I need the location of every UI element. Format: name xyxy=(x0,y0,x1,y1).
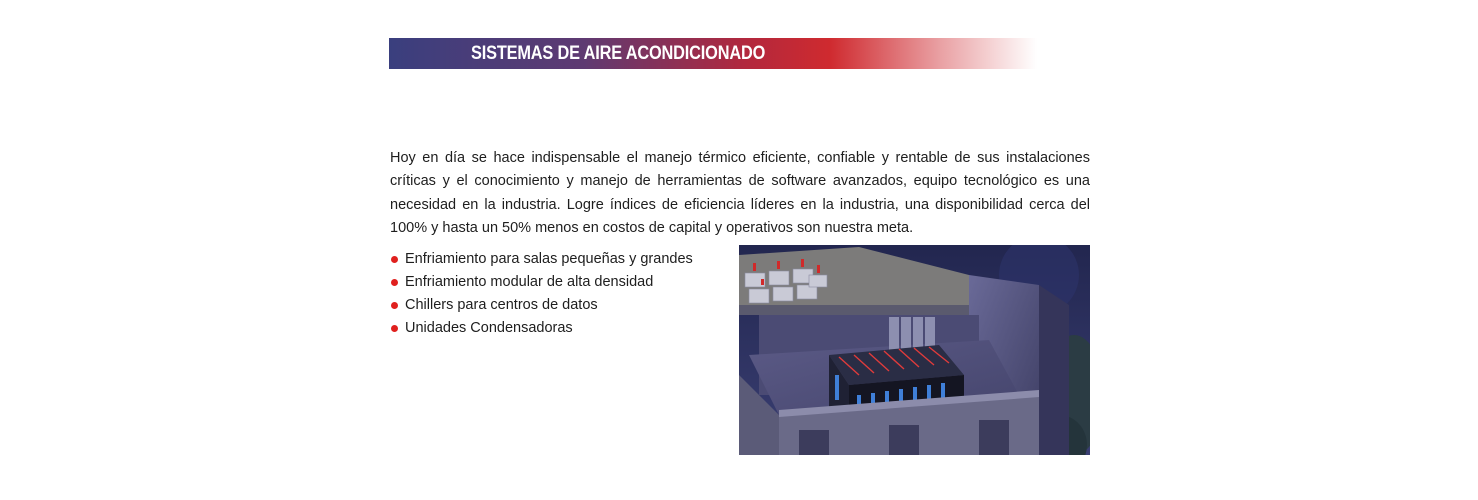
feature-item xyxy=(391,248,693,271)
feature-label: Enfriamiento para salas pequeñas y grandes xyxy=(405,251,693,267)
intro-paragraph: Hoy en día se hace indispensable el manejo térmico eficiente, confiable y rentable de sus instalaciones críticas y el conocimiento y manejo de herramientas de software avanzados, equipo tecnológico es una necesidad en la industria. Logre índices de eficiencia líderes en la industria, una disponibilidad cerca del 100% y hasta un 50% menos en costos de capital y operativos son nuestra meta. xyxy=(390,149,1090,236)
feature-list xyxy=(391,248,693,340)
feature-label: Chillers para centros de datos xyxy=(405,297,598,313)
bullet-icon xyxy=(391,325,398,332)
bullet-icon xyxy=(391,302,398,309)
feature-item xyxy=(391,271,693,294)
feature-item xyxy=(391,317,693,340)
section-title-bar xyxy=(389,38,1037,69)
feature-label: Unidades Condensadoras xyxy=(405,320,573,336)
section-title: SISTEMAS DE AIRE ACONDICIONADO xyxy=(471,43,766,64)
feature-item xyxy=(391,294,693,317)
data-center-illustration xyxy=(739,245,1090,455)
feature-label: Enfriamiento modular de alta densidad xyxy=(405,274,654,290)
data-center-building-icon xyxy=(739,245,1090,455)
bullet-icon xyxy=(391,256,398,263)
bullet-icon xyxy=(391,279,398,286)
